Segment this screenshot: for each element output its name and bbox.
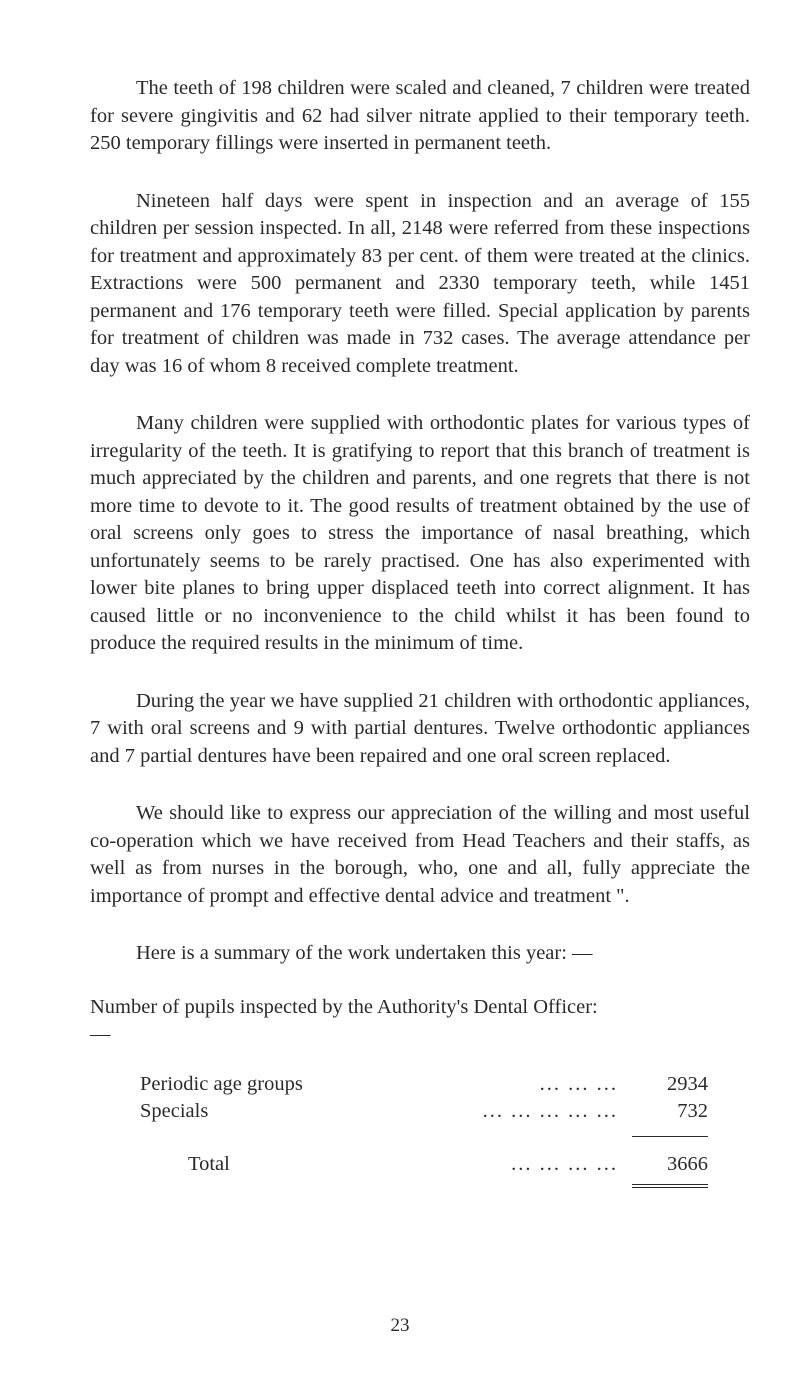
- row-label: Specials: [140, 1100, 209, 1122]
- document-page: [90, 75, 750, 1190]
- page-number: 23: [390, 1315, 410, 1336]
- leader-dots: ... ... ... ... ...: [482, 1100, 618, 1122]
- double-rule: [632, 1184, 708, 1188]
- sum-rule: [632, 1136, 708, 1137]
- summary-table: [140, 1071, 708, 1189]
- leader-dots: ... ... ...: [539, 1072, 618, 1095]
- summary-heading: Number of pupils inspected by the Authority's Dental Officer: —: [90, 995, 598, 1045]
- paragraph-scaling-cleaning: The teeth of 198 children were scaled and cleaned, 7 children were treated for severe gingivitis and 62 had silver nitrate applied to their temporary teeth. 250 temporary fillings were inserted in permanent teeth.: [90, 77, 750, 154]
- total-label: Total: [188, 1152, 230, 1175]
- row-value: 732: [677, 1100, 708, 1122]
- paragraph-inspection-stats: Nineteen half days were spent in inspection and an average of 155 children per session inspected. In all, 2148 were referred from these inspections for treatment and approximately 83 per cent. of them were treated at the clinics. Extractions were 500 permanent and 2330 temporary teeth, while 1451 permanent and 176 temporary teeth were filled. Special application by parents for treatment of children was made in 732 cases. The average attendance per day was 16 of whom 8 received complete treatment.: [90, 189, 750, 377]
- paragraph-appliances-supplied: During the year we have supplied 21 children with orthodontic appliances, 7 with oral screens and 9 with partial dentures. Twelve orthodontic appliances and 7 partial dentures have been repaired and one oral screen replaced.: [90, 689, 750, 767]
- paragraph-orthodontic-plates: Many children were supplied with orthodontic plates for various types of irregularity of the teeth. It is gratifying to report that this branch of treatment is much appreciated by the children and parents, and one regrets that there is not more time to devote to it. The good results of treatment obtained by the use of oral screens only goes to stress the importance of nasal breathing, which unfortunately seems to be rarely practised. One has also experimented with lower bite planes to bring upper displaced teeth into correct alignment. It has caused little or no inconvenience to the child whilst it has been found to produce the required results in the minimum of time.: [90, 412, 750, 654]
- row-label: Periodic age groups: [140, 1072, 303, 1095]
- table-row: [140, 1098, 708, 1126]
- leader-dots: ... ... ... ...: [511, 1152, 618, 1175]
- paragraph-appreciation: We should like to express our appreciation of the willing and most useful co-operation which we have received from Head Teachers and their staffs, as well as from nurses in the borough, who, one and all, fully appreciate the importance of prompt and effective dental advice and treatment ".: [90, 802, 750, 907]
- total-row: [140, 1151, 708, 1179]
- table-row: [140, 1071, 708, 1099]
- total-value: 3666: [667, 1152, 708, 1175]
- summary-intro: Here is a summary of the work undertaken this year: —: [136, 942, 593, 964]
- row-value: 2934: [667, 1072, 708, 1095]
